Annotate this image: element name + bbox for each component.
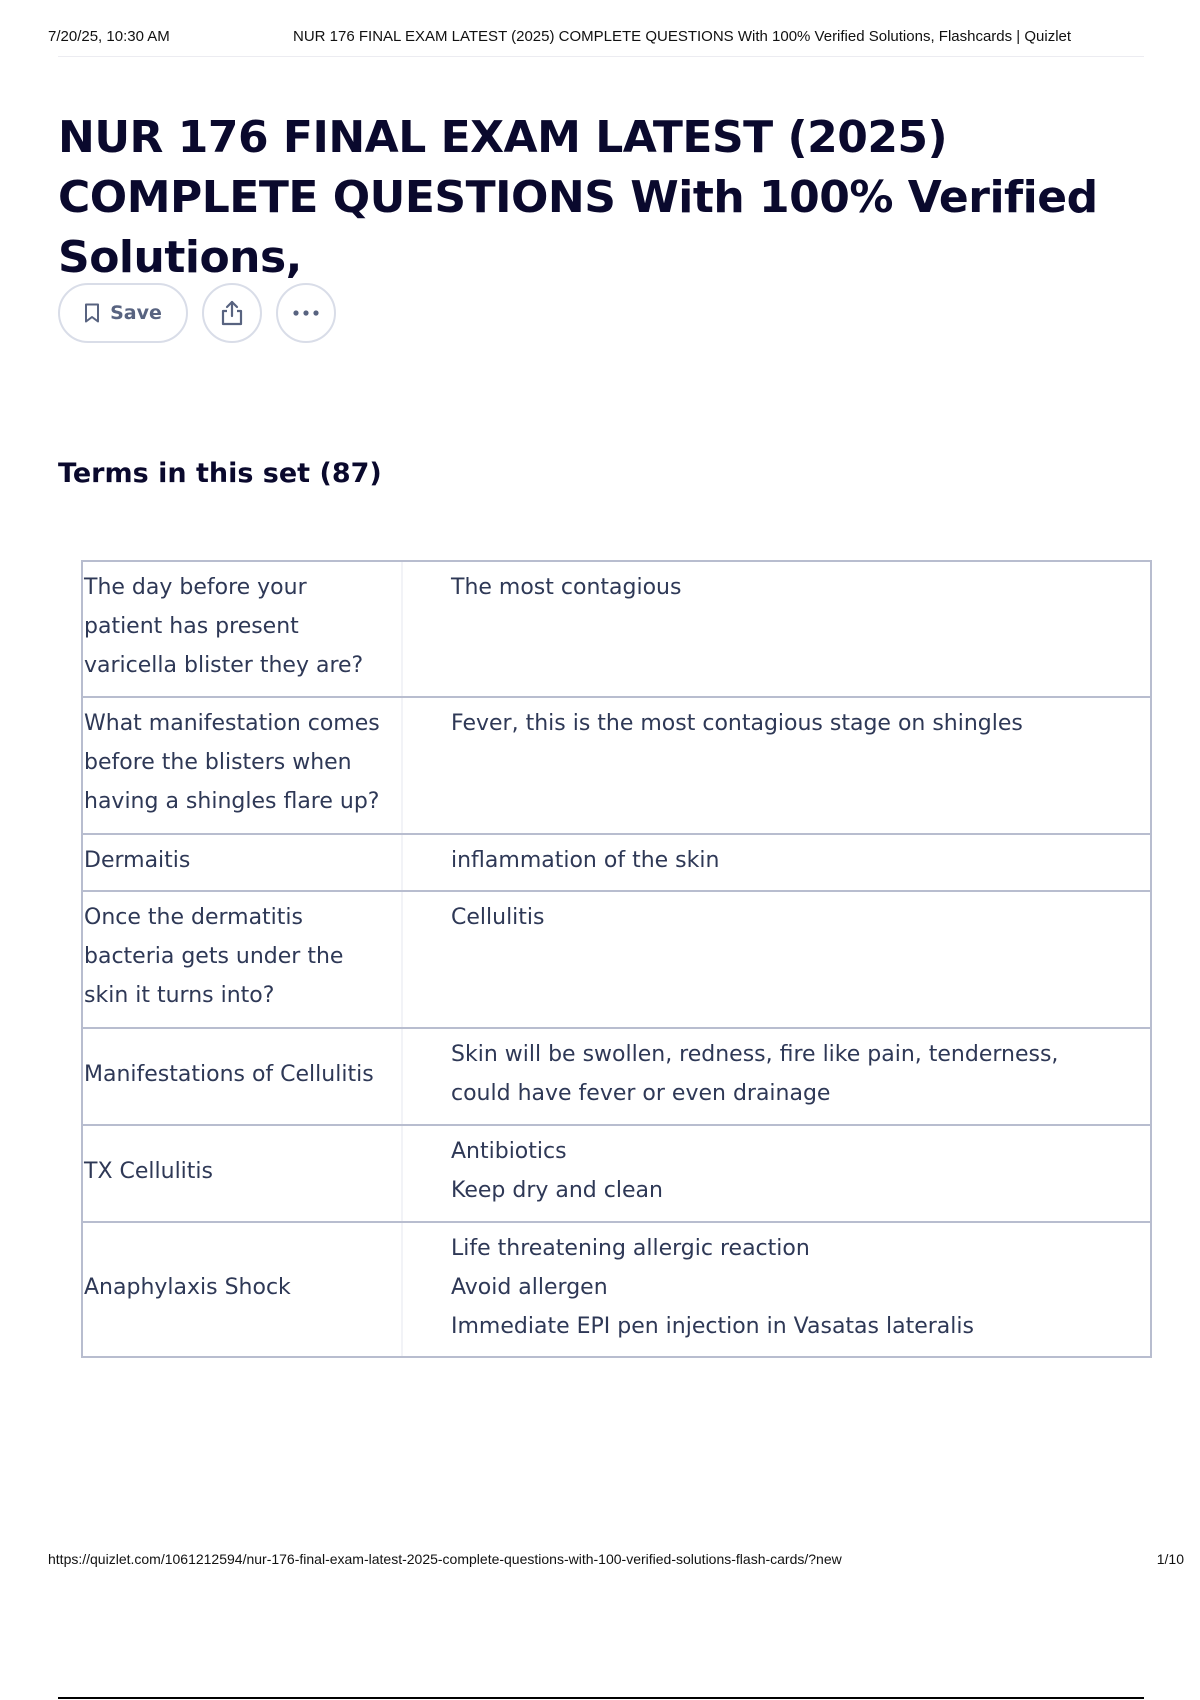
definition-line: Cellulitis: [451, 905, 545, 930]
bookmark-icon: [84, 303, 100, 323]
term-cell: [83, 698, 403, 833]
definition-cell: [403, 1126, 1150, 1221]
print-header: [48, 28, 1138, 50]
term-cell: [83, 892, 403, 1027]
term-line: patient has present: [84, 614, 299, 639]
definition-line: Skin will be swollen, redness, fire like pain, tenderness,: [451, 1042, 1059, 1067]
term-line: having a shingles flare up?: [84, 789, 380, 814]
bottom-divider: [58, 1697, 1144, 1699]
term-cell: [83, 562, 403, 696]
definition-line: Immediate EPI pen injection in Vasatas lateralis: [451, 1314, 974, 1339]
term-line: before the blisters when: [84, 750, 352, 775]
term-line: skin it turns into?: [84, 983, 275, 1008]
page-url: https://quizlet.com/1061212594/nur-176-final-exam-latest-2025-complete-questions-with-100-verified-solutions-flash-cards/?new: [48, 1551, 842, 1567]
term-row: [83, 698, 1150, 835]
term-row: [83, 1029, 1150, 1126]
definition-line: Avoid allergen: [451, 1275, 608, 1300]
definition-cell: [403, 1223, 1150, 1356]
term-line: Anaphylaxis Shock: [84, 1275, 291, 1300]
term-line: Manifestations of Cellulitis: [84, 1062, 374, 1087]
terms-heading: Terms in this set (87): [58, 458, 382, 489]
term-cell: [83, 835, 403, 890]
term-line: Once the dermatitis: [84, 905, 303, 930]
term-cell: [83, 1223, 403, 1356]
share-button[interactable]: [202, 283, 262, 343]
definition-line: Fever, this is the most contagious stage on shingles: [451, 711, 1023, 736]
term-cell: [83, 1126, 403, 1221]
term-line: varicella blister they are?: [84, 653, 364, 678]
page-title: NUR 176 FINAL EXAM LATEST (2025) COMPLETE QUESTIONS With 100% Verified Solutions,: [58, 112, 1098, 283]
save-button[interactable]: [58, 283, 188, 343]
definition-line: Antibiotics: [451, 1139, 567, 1164]
definition-cell: [403, 562, 1150, 696]
term-line: TX Cellulitis: [84, 1159, 213, 1184]
definition-line: could have fever or even drainage: [451, 1081, 831, 1106]
save-button-label: Save: [110, 302, 162, 324]
term-row: [83, 1223, 1150, 1356]
term-row: [83, 835, 1150, 892]
more-options-button[interactable]: [276, 283, 336, 343]
definition-cell: [403, 698, 1150, 833]
print-date: 7/20/25, 10:30 AM: [48, 28, 170, 45]
page-number: 1/10: [1156, 1551, 1184, 1567]
term-line: The day before your: [84, 575, 307, 600]
term-row: [83, 1126, 1150, 1223]
share-icon: [219, 299, 245, 327]
definition-line: The most contagious: [451, 575, 682, 600]
set-actions: [58, 283, 350, 343]
terms-table: [81, 560, 1152, 1358]
definition-line: inflammation of the skin: [451, 848, 720, 873]
definition-cell: [403, 835, 1150, 890]
term-line: What manifestation comes: [84, 711, 380, 736]
definition-cell: [403, 1029, 1150, 1124]
definition-line: Life threatening allergic reaction: [451, 1236, 810, 1261]
term-line: Dermaitis: [84, 848, 191, 873]
definition-line: Keep dry and clean: [451, 1178, 663, 1203]
term-row: [83, 892, 1150, 1029]
term-row: [83, 562, 1150, 698]
print-document-title: NUR 176 FINAL EXAM LATEST (2025) COMPLETE QUESTIONS With 100% Verified Solutions, Flashcards | Quizlet: [293, 28, 1072, 45]
term-cell: [83, 1029, 403, 1124]
term-line: bacteria gets under the: [84, 944, 344, 969]
print-footer: [48, 1551, 1184, 1571]
header-divider: [58, 56, 1144, 57]
definition-cell: [403, 892, 1150, 1027]
more-horizontal-icon: [292, 309, 320, 317]
